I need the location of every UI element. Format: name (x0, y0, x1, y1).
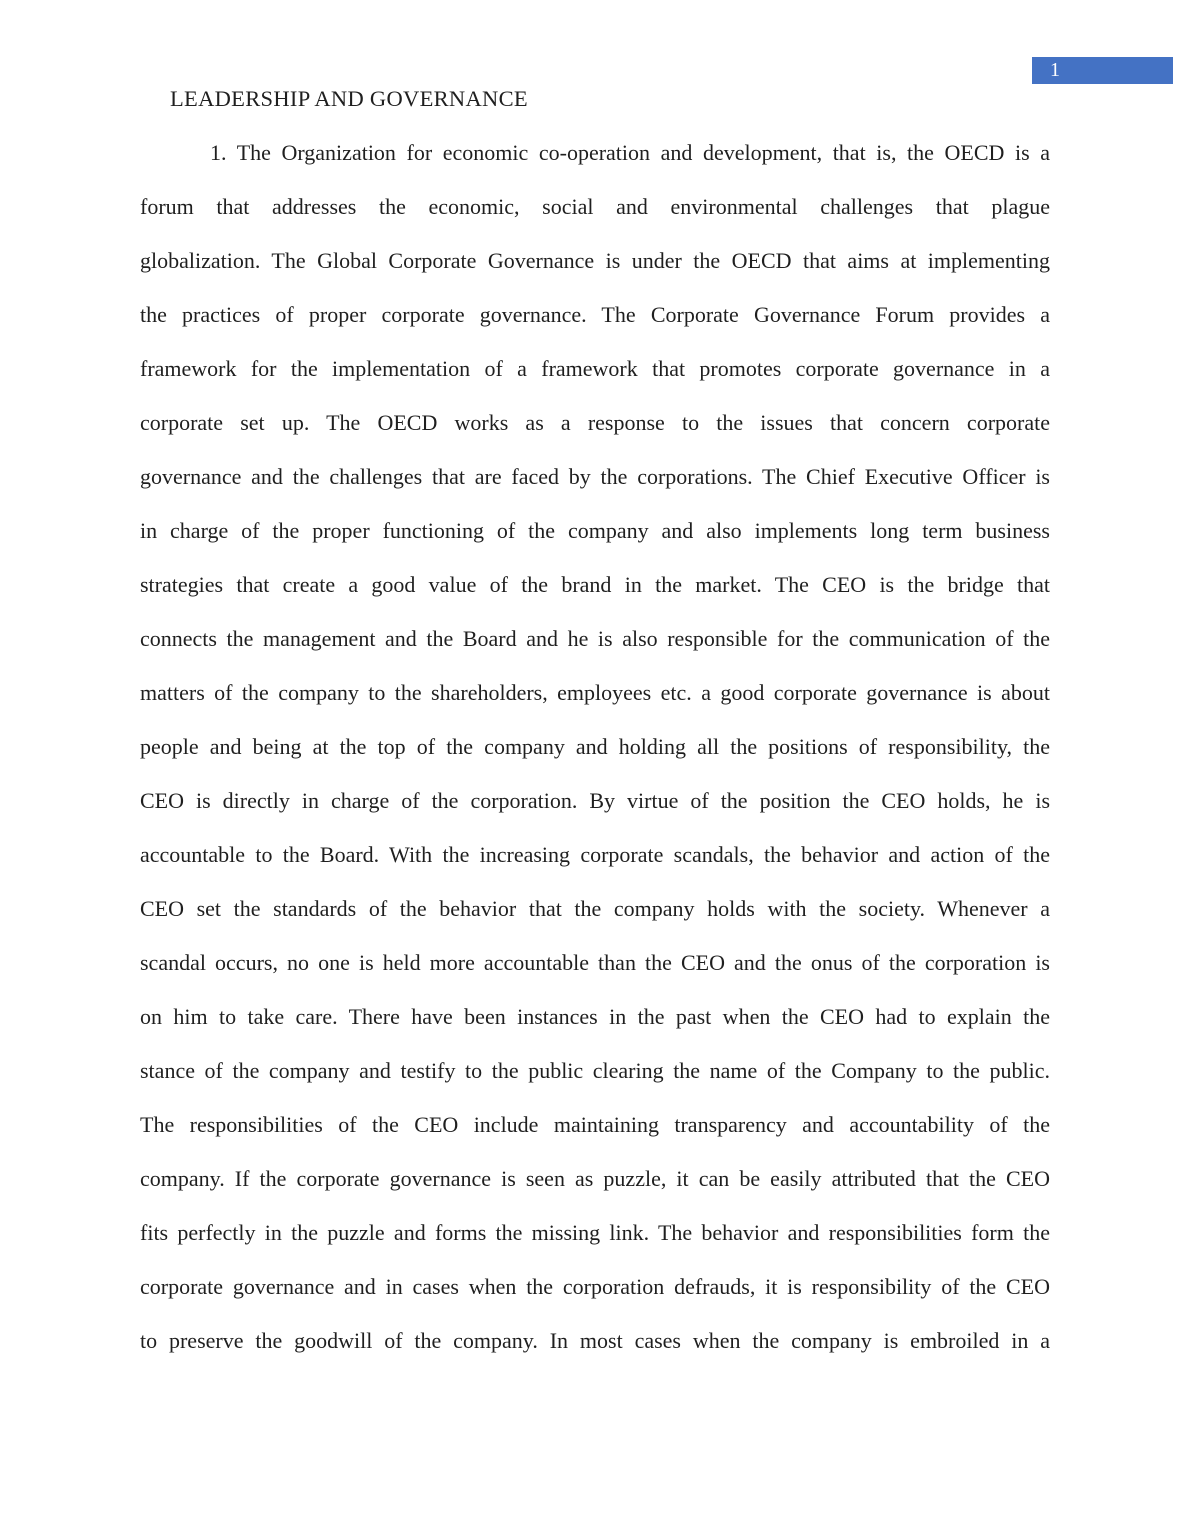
text-line: corporate set up. The OECD works as a response to the issues that concern corporate (140, 410, 1050, 435)
text-line: fits perfectly in the puzzle and forms the missing link. The behavior and responsibilities form the (140, 1220, 1050, 1245)
text-line: in charge of the proper functioning of the company and also implements long term business (140, 518, 1050, 543)
text-line: forum that addresses the economic, social and environmental challenges that plague (140, 194, 1050, 219)
page-title: LEADERSHIP AND GOVERNANCE (170, 86, 528, 111)
text-line: connects the management and the Board and he is also responsible for the communication of the (140, 626, 1050, 651)
page-number: 1 (1050, 59, 1060, 81)
text-line: strategies that create a good value of the brand in the market. The CEO is the bridge that (140, 572, 1050, 597)
text-line: 1. The Organization for economic co-operation and development, that is, the OECD is a (210, 140, 1050, 165)
text-line: framework for the implementation of a framework that promotes corporate governance in a (140, 356, 1050, 381)
page-number-box (1032, 57, 1173, 84)
text-line: scandal occurs, no one is held more accountable than the CEO and the onus of the corporation is (140, 950, 1050, 975)
paragraph (140, 126, 1050, 1368)
text-line: globalization. The Global Corporate Governance is under the OECD that aims at implementing (140, 248, 1050, 273)
text-line: corporate governance and in cases when the corporation defrauds, it is responsibility of the CEO (140, 1274, 1050, 1299)
text-line: accountable to the Board. With the increasing corporate scandals, the behavior and action of the (140, 842, 1050, 867)
text-line: matters of the company to the shareholders, employees etc. a good corporate governance is about (140, 680, 1050, 705)
text-line: governance and the challenges that are faced by the corporations. The Chief Executive Officer is (140, 464, 1050, 489)
text-line: to preserve the goodwill of the company. In most cases when the company is embroiled in a (140, 1328, 1050, 1353)
text-line: The responsibilities of the CEO include maintaining transparency and accountability of the (140, 1112, 1050, 1137)
text-line: stance of the company and testify to the public clearing the name of the Company to the public. (140, 1058, 1050, 1083)
text-line: people and being at the top of the company and holding all the positions of responsibility, the (140, 734, 1050, 759)
text-line: the practices of proper corporate governance. The Corporate Governance Forum provides a (140, 302, 1050, 327)
text-line: CEO set the standards of the behavior that the company holds with the society. Whenever a (140, 896, 1050, 921)
text-line: CEO is directly in charge of the corporation. By virtue of the position the CEO holds, he is (140, 788, 1050, 813)
text-line: company. If the corporate governance is seen as puzzle, it can be easily attributed that the CEO (140, 1166, 1050, 1191)
text-line: on him to take care. There have been instances in the past when the CEO had to explain the (140, 1004, 1050, 1029)
